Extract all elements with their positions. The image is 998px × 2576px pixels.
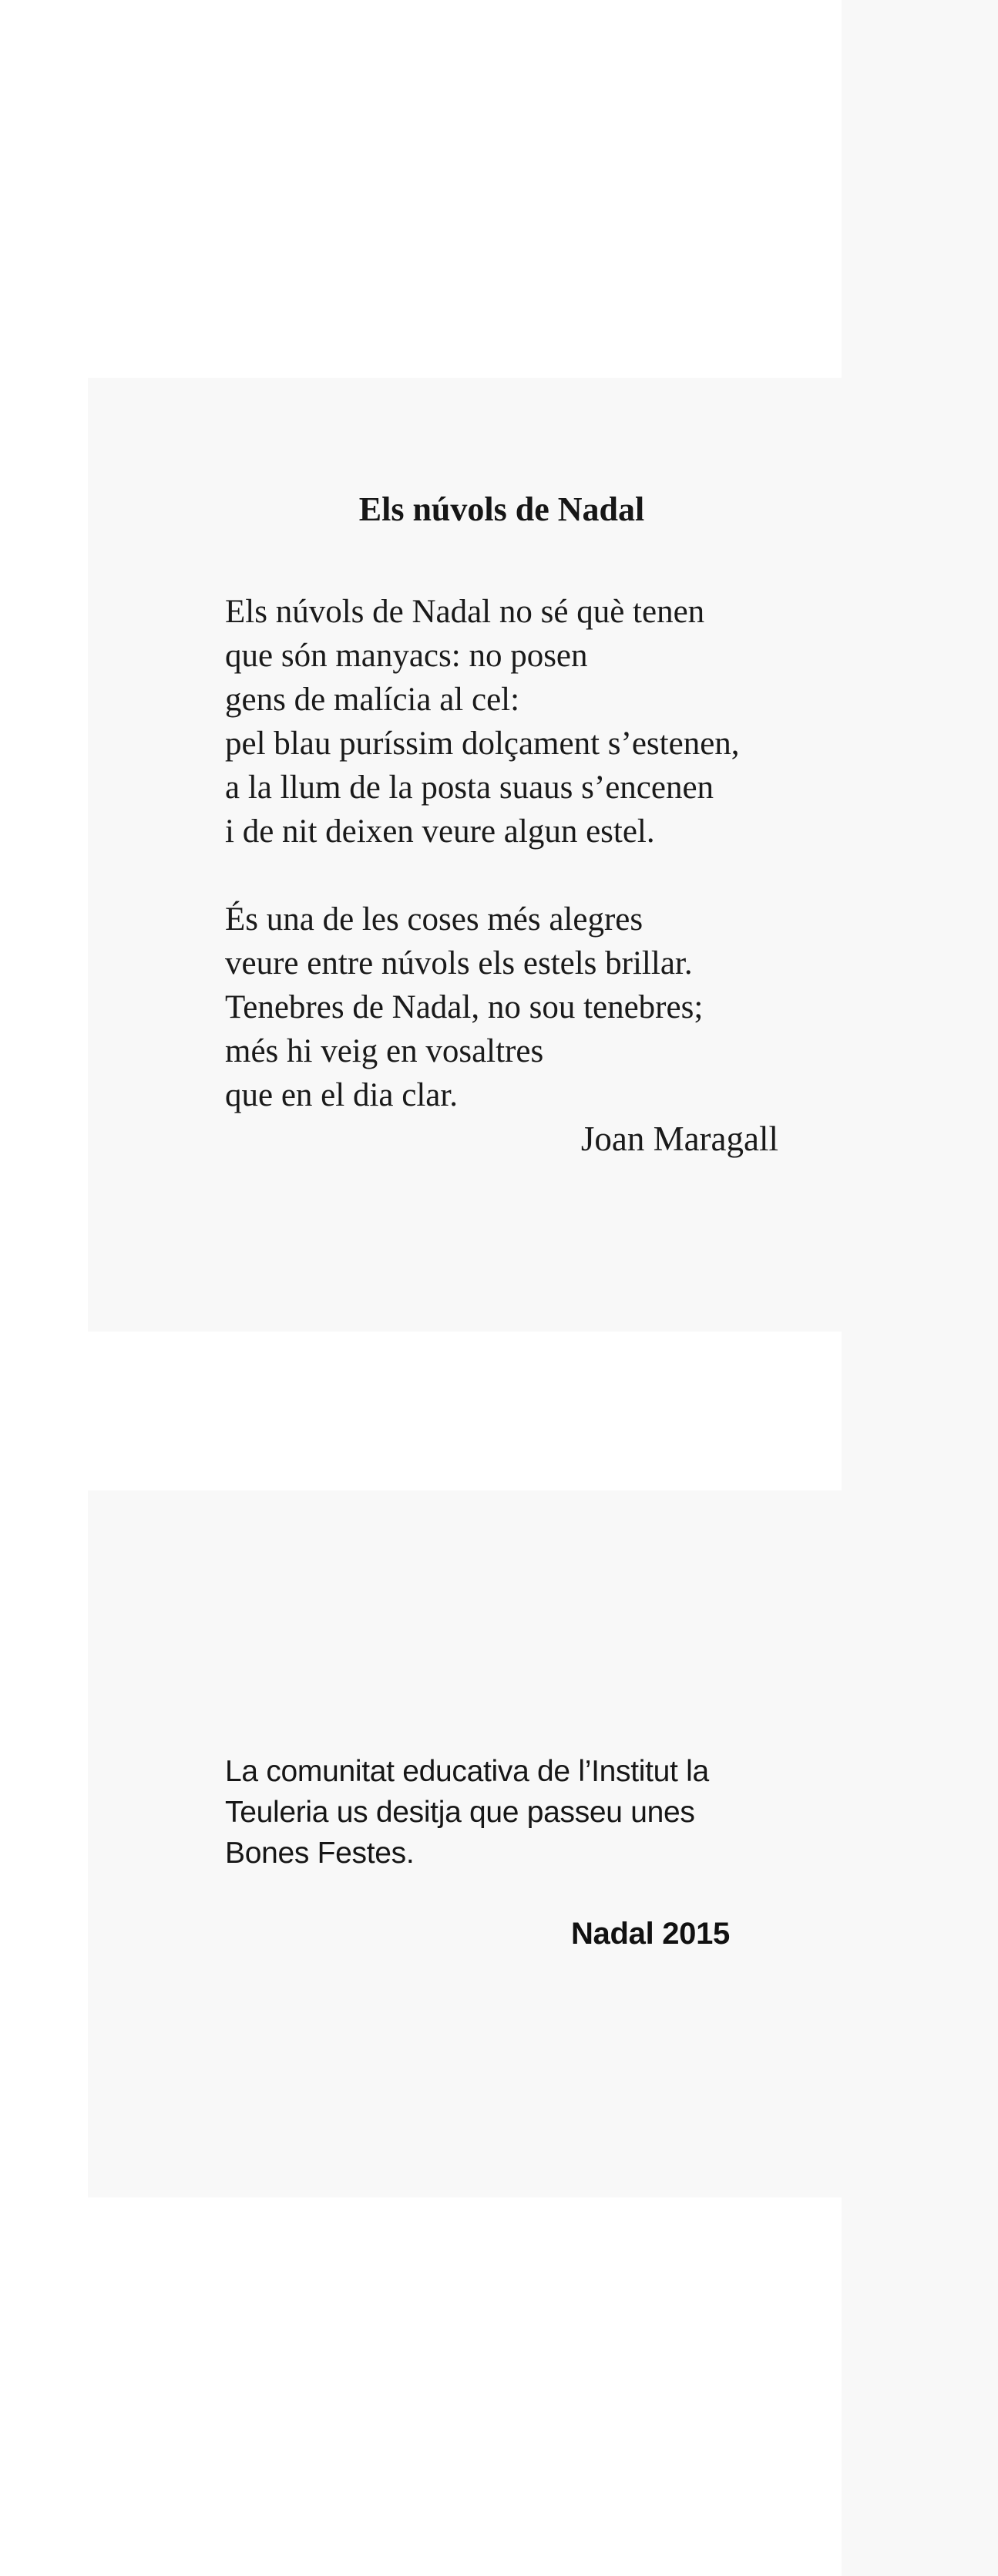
poem-line: a la llum de la posta suaus s’encenen bbox=[225, 769, 714, 806]
greeting-line: La comunitat educativa de l’Institut la bbox=[225, 1755, 709, 1788]
greeting-body bbox=[225, 1751, 749, 1955]
greeting-line: Teuleria us desitja que passeu unes bbox=[225, 1796, 695, 1829]
poem-panel bbox=[88, 378, 842, 1332]
poem-line: pel blau puríssim dolçament s’estenen, bbox=[225, 726, 740, 762]
poem-line: És una de les coses més alegres bbox=[225, 901, 643, 938]
poem-line: que en el dia clar. bbox=[225, 1077, 459, 1113]
poem-line: gens de malícia al cel: bbox=[225, 682, 520, 718]
poem-line: que són manyacs: no posen bbox=[225, 638, 588, 674]
poem-line: més hi veig en vosaltres bbox=[225, 1033, 544, 1069]
stanza-gap bbox=[225, 854, 795, 897]
poem-line: Els núvols de Nadal no sé què tenen bbox=[225, 594, 705, 630]
greeting-panel bbox=[88, 1490, 842, 2197]
right-margin-strip bbox=[842, 0, 998, 2576]
poem-line: veure entre núvols els estels brillar. bbox=[225, 945, 693, 982]
poem-body bbox=[225, 590, 795, 1161]
poem-line: Tenebres de Nadal, no sou tenebres; bbox=[225, 989, 704, 1025]
poem-author: Joan Maragall bbox=[580, 1120, 778, 1158]
greeting-line: Bones Festes. bbox=[225, 1837, 415, 1870]
poem-title: Els núvols de Nadal bbox=[358, 490, 645, 528]
greeting-signature: Nadal 2015 bbox=[570, 1917, 730, 1951]
poem-line: i de nit deixen veure algun estel. bbox=[225, 813, 655, 850]
